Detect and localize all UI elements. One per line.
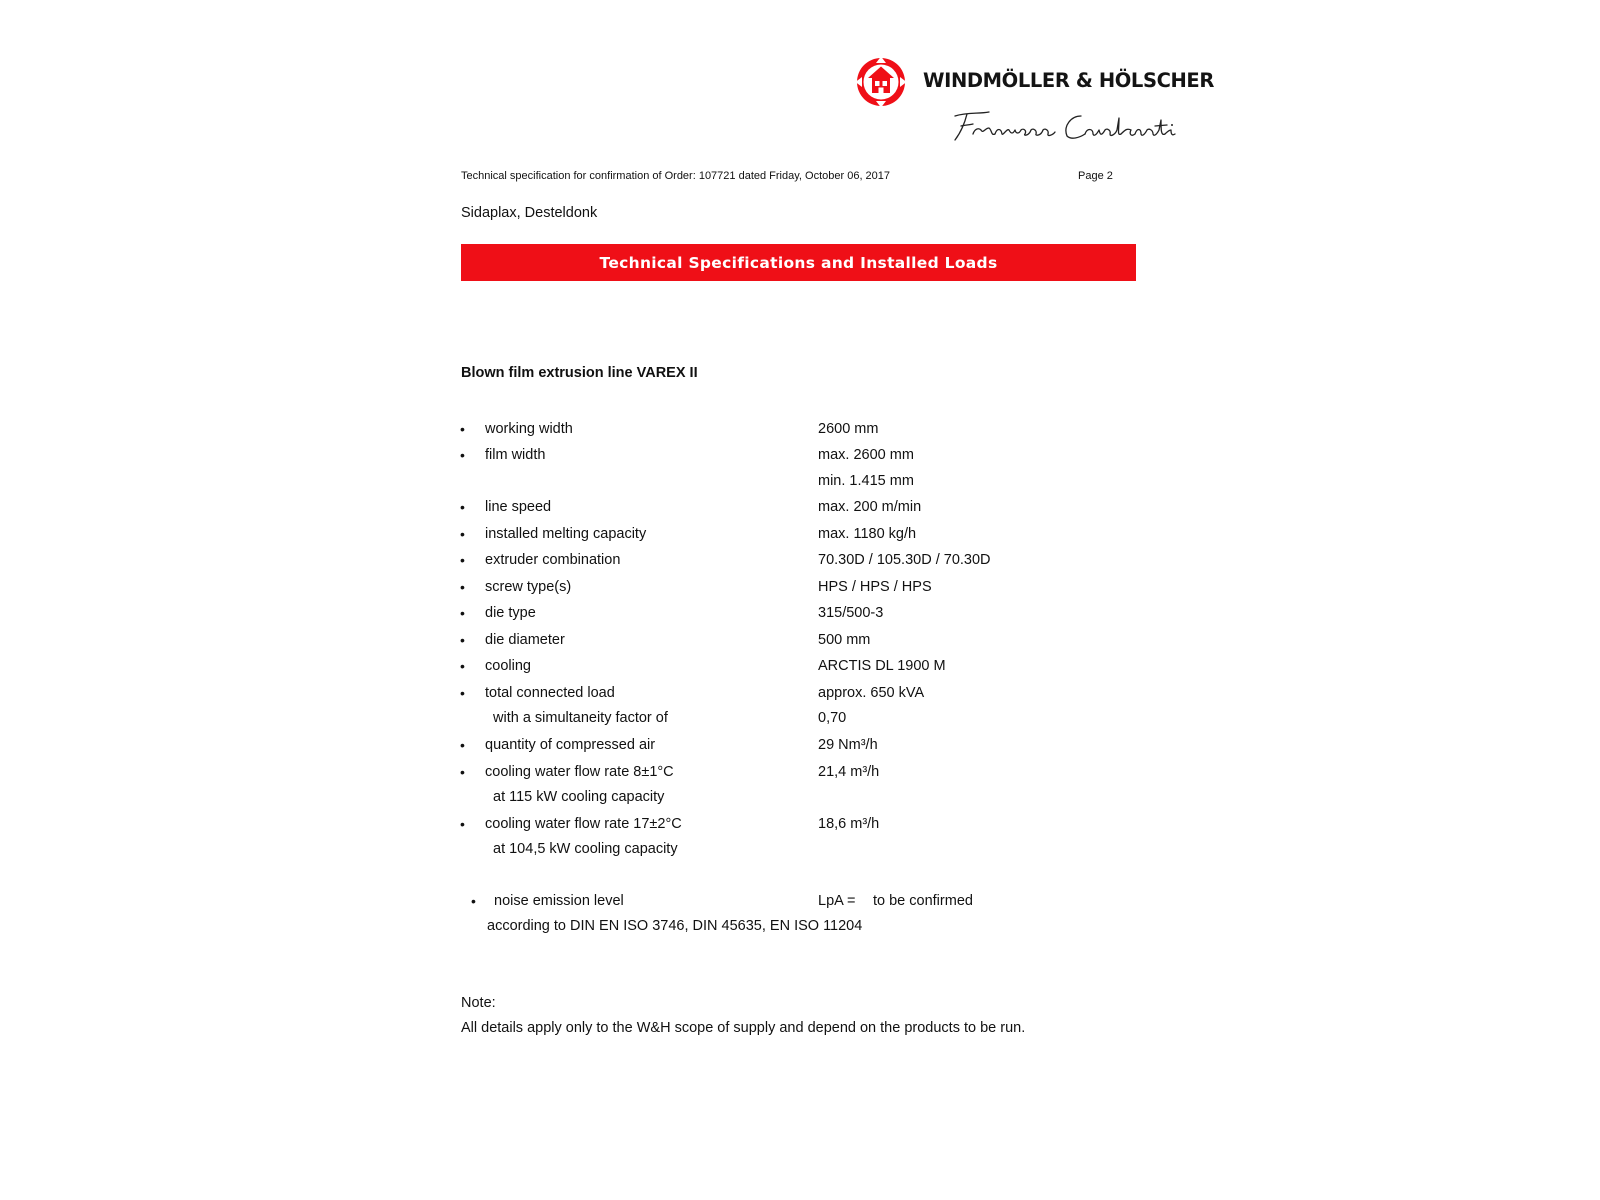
spec-label: cooling water flow rate 17±2°C — [485, 816, 682, 832]
spec-label: quantity of compressed air — [485, 737, 656, 753]
bullet-dot: • — [460, 816, 465, 832]
noise-emission-value: to be confirmed — [873, 893, 973, 909]
bullet-dot: • — [460, 499, 465, 515]
spec-label: with a simultaneity factor of — [493, 710, 668, 726]
bullet-dot: • — [460, 605, 465, 621]
spec-label: line speed — [485, 499, 552, 515]
bullet-dot: • — [460, 526, 465, 542]
handwritten-signature — [855, 104, 1195, 146]
bullet-dot: • — [471, 893, 476, 909]
spec-value: 21,4 m³/h — [818, 764, 880, 780]
spec-value: 315/500-3 — [818, 605, 884, 621]
spec-label: film width — [485, 447, 546, 463]
spec-value: 2600 mm — [818, 421, 879, 437]
bullet-dot: • — [460, 552, 465, 568]
spec-value: 18,6 m³/h — [818, 816, 880, 832]
spec-label: total connected load — [485, 685, 615, 701]
spec-value: max. 200 m/min — [818, 499, 922, 515]
spec-label: screw type(s) — [485, 579, 572, 595]
section-title-bar — [461, 244, 1136, 281]
spec-value: HPS / HPS / HPS — [818, 579, 932, 595]
order-reference-line: Technical specification for confirmation of Order: 107721 dated Friday, October 06, 2017 — [461, 170, 891, 182]
spec-label: installed melting capacity — [485, 526, 647, 542]
page-number: Page 2 — [1078, 170, 1113, 182]
machine-title: Blown film extrusion line VAREX II — [461, 365, 698, 381]
spec-value: max. 2600 mm — [818, 447, 914, 463]
bullet-dot: • — [460, 421, 465, 437]
spec-label: extruder combination — [485, 552, 621, 568]
spec-label: cooling — [485, 658, 531, 674]
customer-name: Sidaplax, Desteldonk — [461, 205, 598, 221]
spec-value: 500 mm — [818, 632, 871, 648]
spec-value: min. 1.415 mm — [818, 473, 914, 489]
bullet-dot: • — [460, 737, 465, 753]
spec-value: max. 1180 kg/h — [818, 526, 917, 542]
noise-emission-label: noise emission level — [494, 893, 624, 909]
spec-value: ARCTIS DL 1900 M — [818, 658, 946, 674]
house-arrows-logo-icon — [855, 56, 907, 108]
note-label: Note: — [461, 995, 496, 1011]
spec-label: die type — [485, 605, 536, 621]
note-text: All details apply only to the W&H scope of supply and depend on the products to be run. — [461, 1020, 1026, 1036]
spec-label: working width — [485, 421, 573, 437]
bullet-dot: • — [460, 658, 465, 674]
bullet-dot: • — [460, 579, 465, 595]
spec-value: 0,70 — [818, 710, 847, 726]
bullet-dot: • — [460, 764, 465, 780]
spec-value: 70.30D / 105.30D / 70.30D — [818, 552, 991, 568]
spec-label: die diameter — [485, 632, 565, 648]
noise-lpa-label: LpA = — [818, 893, 856, 909]
spec-label: cooling water flow rate 8±1°C — [485, 764, 674, 780]
spec-value: approx. 650 kVA — [818, 685, 925, 701]
noise-standard-reference: according to DIN EN ISO 3746, DIN 45635, EN ISO 11204 — [487, 918, 863, 934]
company-logo-block — [855, 56, 1214, 146]
bullet-dot: • — [460, 447, 465, 463]
company-name: WINDMÖLLER & HÖLSCHER — [923, 69, 1214, 92]
spec-label: at 115 kW cooling capacity — [493, 789, 665, 805]
bullet-dot: • — [460, 685, 465, 701]
spec-value: 29 Nm³/h — [818, 737, 878, 753]
section-title: Technical Specifications and Installed Loads — [599, 253, 998, 272]
bullet-dot: • — [460, 632, 465, 648]
spec-label: at 104,5 kW cooling capacity — [493, 841, 678, 857]
